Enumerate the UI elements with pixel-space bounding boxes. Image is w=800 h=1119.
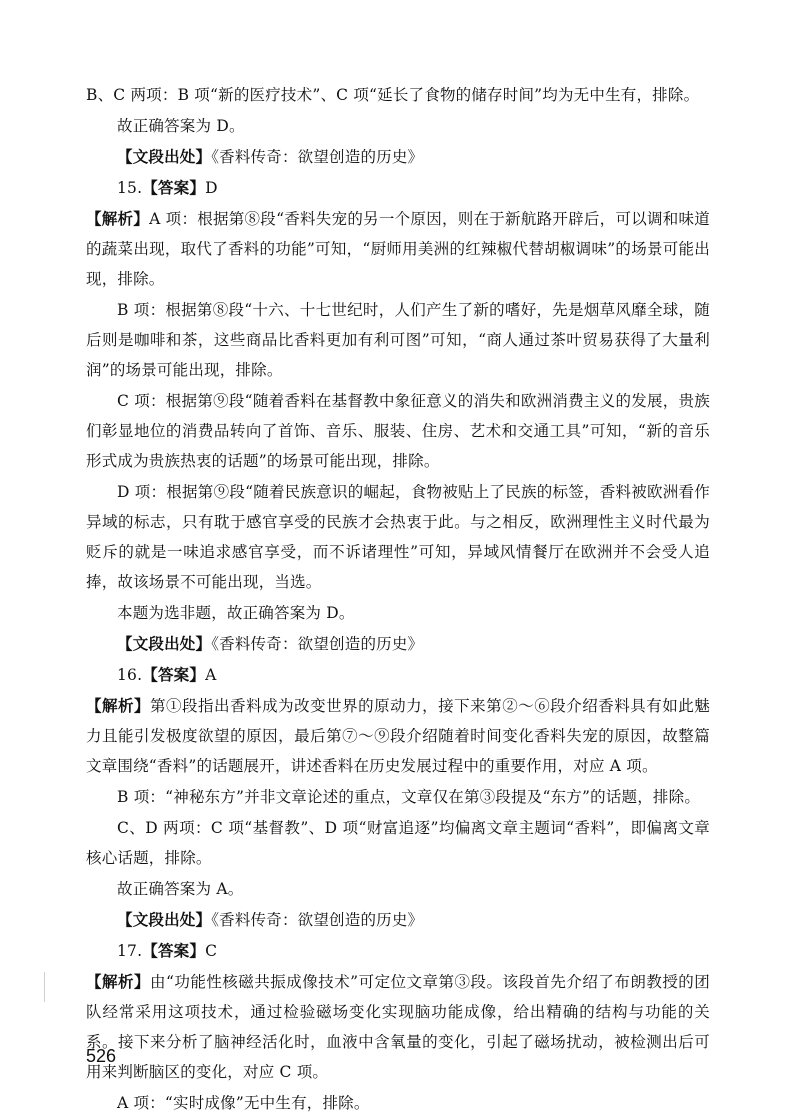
answer-value: C xyxy=(205,942,218,960)
question-number: 16. xyxy=(117,666,143,684)
paragraph-text: B 项：根据第⑧段“十六、十七世纪时，人们产生了新的嗜好，先是烟草风靡全球，随后则是咖啡和茶，这些商品比香料更加有利可图”可知，“商人通过茶叶贸易获得了大量利润”的场景可能出现，排除。 xyxy=(86,301,710,379)
paragraph xyxy=(86,874,710,904)
page-number: 526 xyxy=(86,1046,117,1066)
paragraph-text: A 项：“实时成像”无中生有，排除。 xyxy=(117,1094,370,1112)
answer-value: D xyxy=(205,179,218,197)
paragraph xyxy=(86,477,710,597)
paragraph xyxy=(86,598,710,628)
paragraph xyxy=(86,1088,710,1118)
paragraph-text: D 项：根据第⑨段“随着民族意识的崛起，食物被贴上了民族的标签，香料被欧洲看作异域的标志，只有耽于感官享受的民族才会热衷于此。与之相反，欧洲理性主义时代最为贬斥的就是一味追求感官享受，而不诉诸理性”可知，异域风情餐厅在欧洲并不会受人追捧，故该场景不可能出现，当选。 xyxy=(86,483,710,591)
source-title: 《香料传奇：欲望创造的历史》 xyxy=(211,911,424,929)
paragraph-text: 本题为选非题，故正确答案为 D。 xyxy=(117,604,355,622)
paragraph-text: B 项：“神秘东方”并非文章论述的重点，文章仅在第③段提及“东方”的话题，排除。 xyxy=(117,788,701,806)
source-title: 《香料传奇：欲望创造的历史》 xyxy=(211,635,424,653)
paragraph xyxy=(86,813,710,873)
answer-label: 【答案】 xyxy=(142,666,206,684)
paragraph xyxy=(86,111,710,141)
paragraph-text: C 项：根据第⑨段“随着香料在基督教中象征意义的消失和欧洲消费主义的发展，贵族们彰显地位的消费品转向了首饰、音乐、服装、住房、艺术和交通工具”可知，“新的音乐形式成为贵族热衷的话题”的场景可能出现，排除。 xyxy=(86,392,710,470)
answer-value: A xyxy=(205,666,217,684)
paragraph xyxy=(86,295,710,385)
analysis-label: 【解析】 xyxy=(86,210,150,228)
source-line xyxy=(86,905,710,935)
analysis-text: 第①段指出香料成为改变世界的原动力，接下来第②～⑥段介绍香料具有如此魅力且能引发极度欲望的原因，最后第⑦～⑨段介绍随着时间变化香料失宠的原因，故整篇文章围绕“香料”的话题展开，讲述香料在历史发展过程中的重要作用，对应 A 项。 xyxy=(86,697,710,775)
source-line xyxy=(86,629,710,659)
answer-line xyxy=(86,173,710,203)
source-title: 《香料传奇：欲望创造的历史》 xyxy=(211,148,424,166)
source-label: 【文段出处】 xyxy=(117,635,212,653)
analysis-text: 由“功能性核磁共振成像技术”可定位文章第③段。该段首先介绍了布朗教授的团队经常采用这项技术，通过检验磁场变化实现脑功能成像，给出精确的结构与功能的关系。接下来分析了脑神经活化时，血液中含氧量的变化，引起了磁场扰动，被检测出后可用来判断脑区的变化，对应 C 项。 xyxy=(86,973,710,1081)
answer-label: 【答案】 xyxy=(142,942,206,960)
page-content xyxy=(86,80,710,1119)
question-number: 15. xyxy=(117,179,143,197)
paragraph-text: B、C 两项：B 项“新的医疗技术”、C 项“延长了食物的储存时间”均为无中生有，排除。 xyxy=(86,86,700,104)
answer-line xyxy=(86,660,710,690)
paragraph-text: 故正确答案为 D。 xyxy=(117,117,245,135)
paragraph xyxy=(86,80,710,110)
analysis-paragraph xyxy=(86,967,710,1087)
paragraph xyxy=(86,386,710,476)
scan-margin-line xyxy=(44,972,45,1002)
source-label: 【文段出处】 xyxy=(117,148,212,166)
analysis-label: 【解析】 xyxy=(86,697,151,715)
analysis-text: A 项：根据第⑧段“香料失宠的另一个原因，则在于新航路开辟后，可以调和味道的蔬菜出现，取代了香料的功能”可知，“厨师用美洲的红辣椒代替胡椒调味”的场景可能出现，排除。 xyxy=(86,210,710,288)
source-line xyxy=(86,142,710,172)
analysis-paragraph xyxy=(86,691,710,781)
question-number: 17. xyxy=(117,942,143,960)
paragraph-text: 故正确答案为 A。 xyxy=(117,880,244,898)
paragraph xyxy=(86,782,710,812)
answer-line xyxy=(86,936,710,966)
answer-label: 【答案】 xyxy=(142,179,206,197)
paragraph-text: C、D 两项：C 项“基督教”、D 项“财富追逐”均偏离文章主题词“香料”，即偏离文章核心话题，排除。 xyxy=(86,819,710,867)
source-label: 【文段出处】 xyxy=(117,911,212,929)
analysis-label: 【解析】 xyxy=(86,973,150,991)
analysis-paragraph xyxy=(86,204,710,294)
